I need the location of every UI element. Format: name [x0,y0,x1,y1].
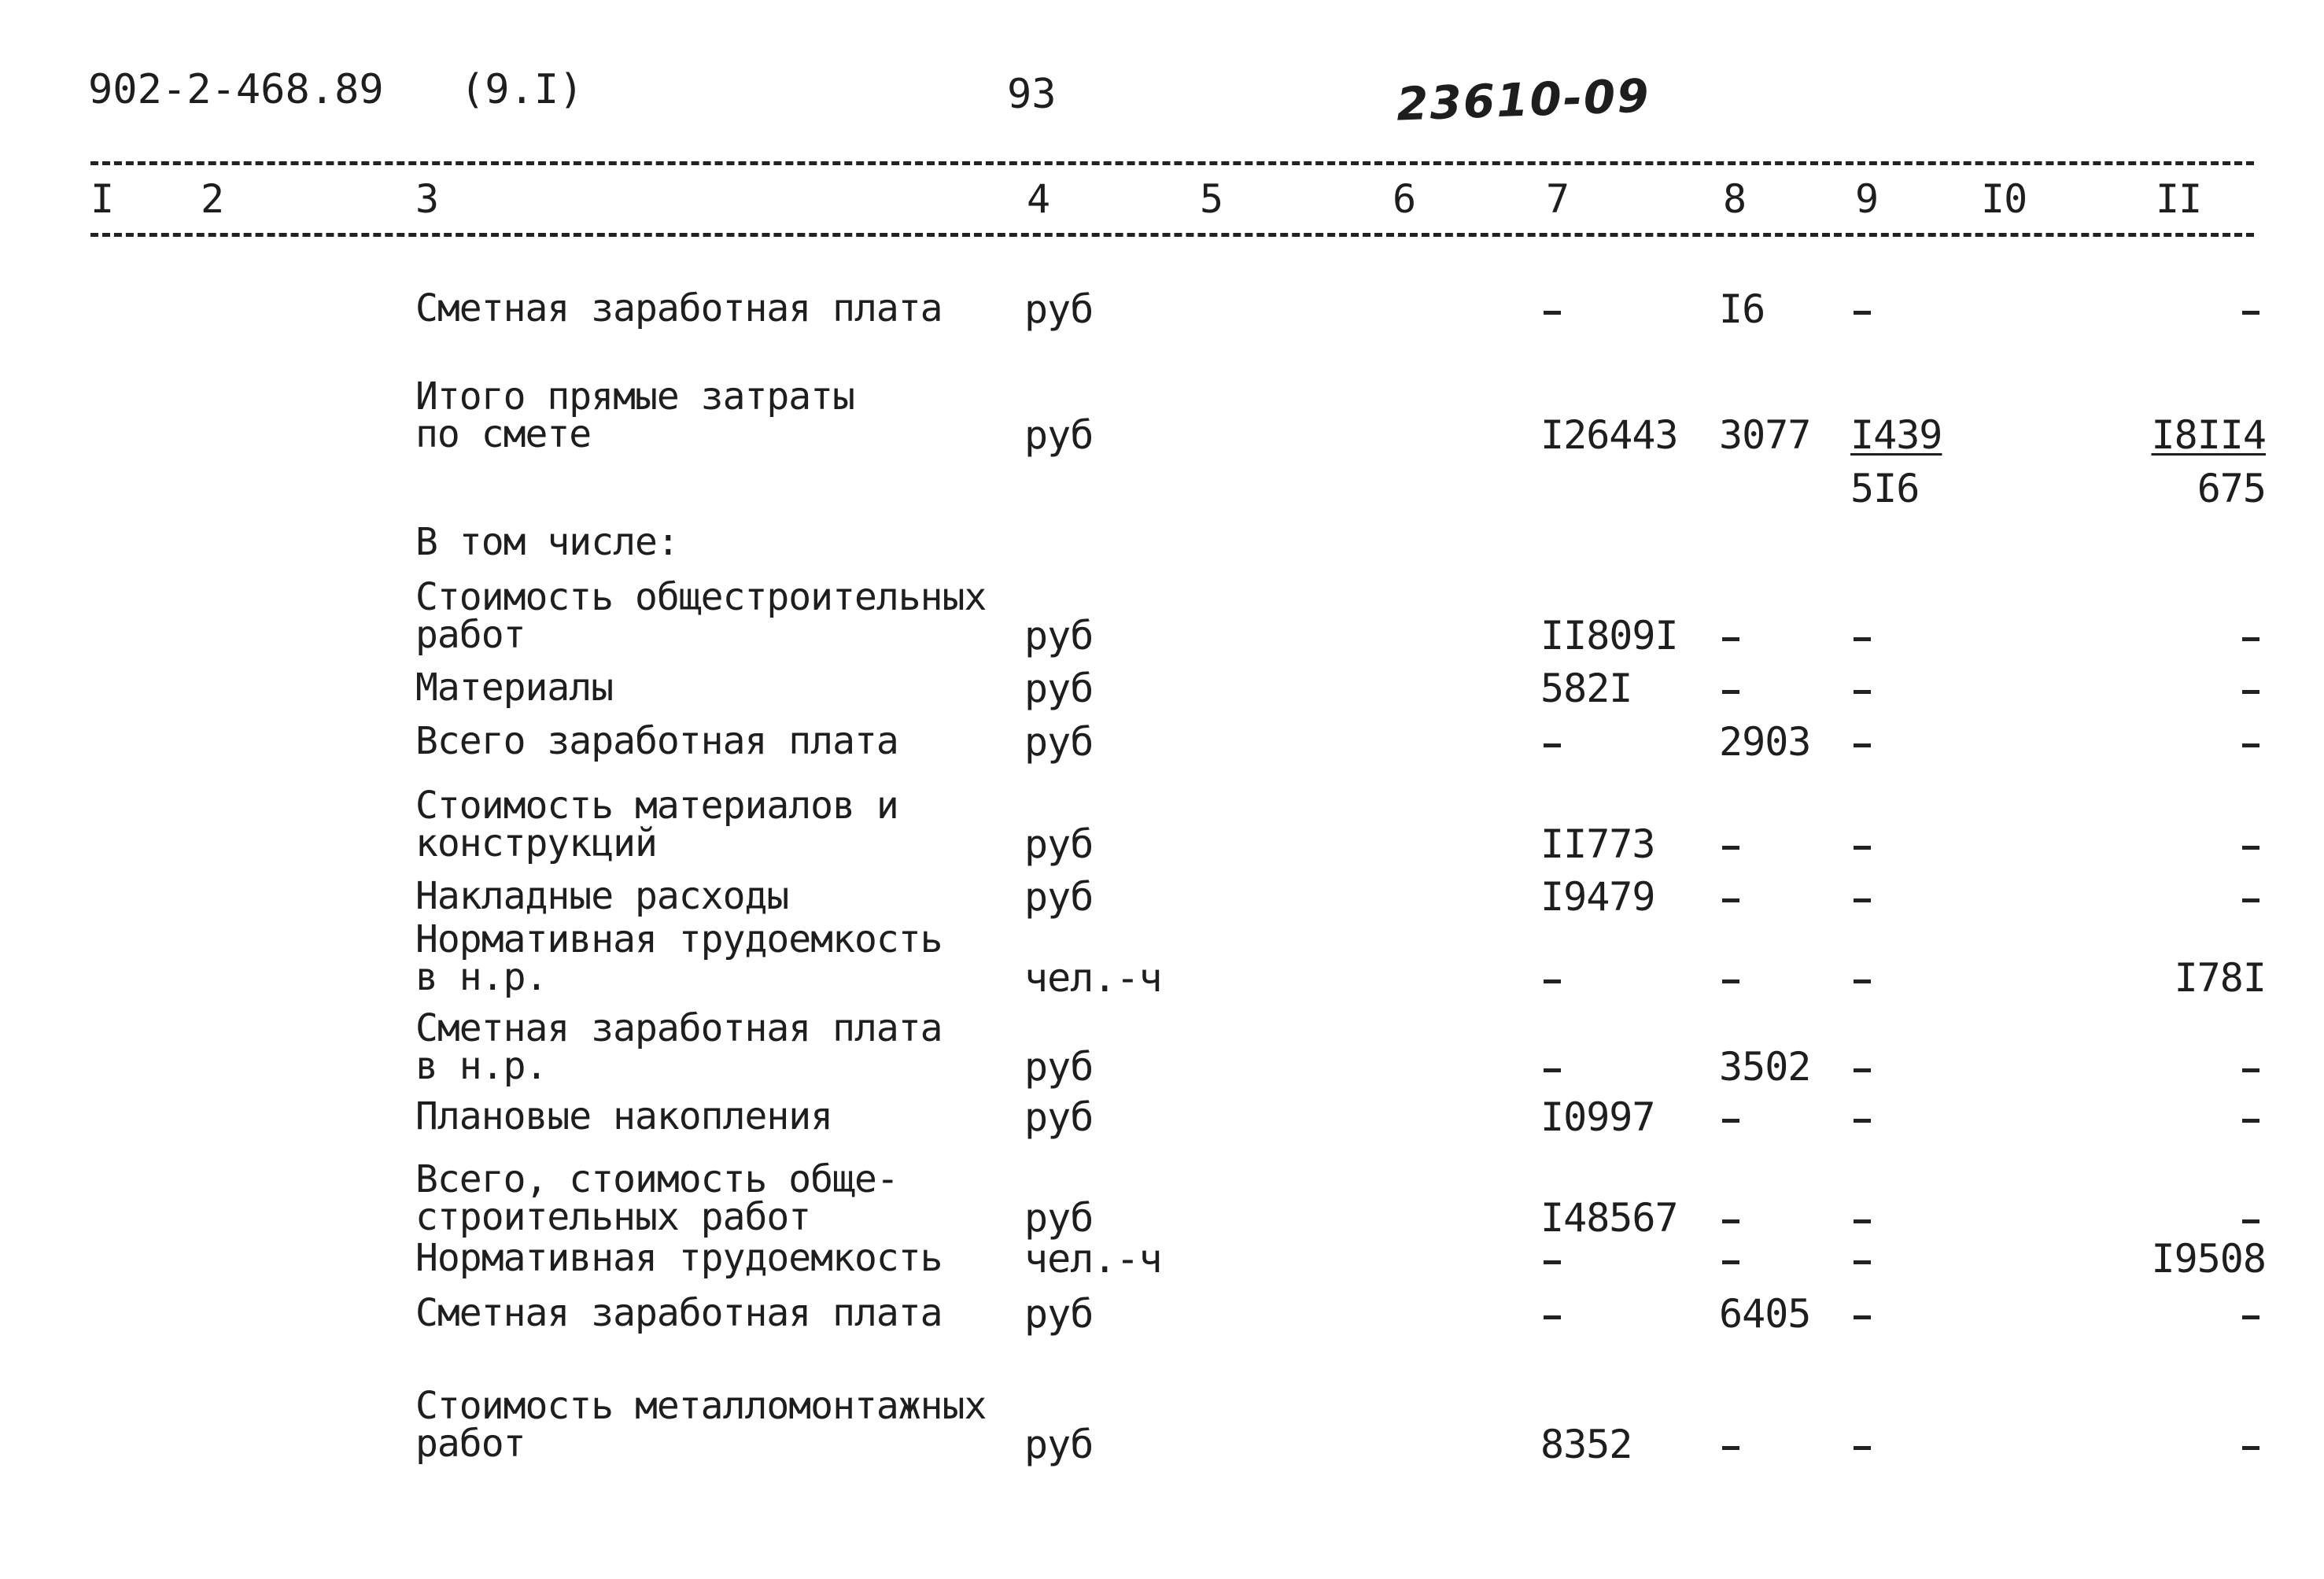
row-label-line: Всего заработная плата [415,719,898,763]
row-col7-value: I9479 [1540,874,1655,920]
column-header-8: 8 [1723,176,1747,222]
row-label-line: в н.р. [415,955,548,999]
row-col8-value: 3077 [1719,412,1811,458]
row-col9-value-dash [1854,1315,1871,1319]
row-col8-value-dash [1722,1119,1739,1123]
row-col11-value-dash [2242,637,2259,641]
row-label-line: Нормативная трудоемкость [415,917,943,961]
row-label-line: Сметная заработная плата [415,1291,943,1335]
row-col8-value: I6 [1719,286,1765,332]
row-col9-value-dash [1854,1446,1871,1450]
row-label-line: в н.р. [415,1044,548,1088]
row-col8-value-dash [1722,979,1739,983]
row-col11-value-dash [2242,311,2259,315]
row-unit: руб [1024,666,1094,711]
row-col7-value: I26443 [1540,412,1678,458]
row-col9-subvalue: 5I6 [1850,466,1920,511]
section-number: (9.I) [460,66,584,113]
row-col8-value: 3502 [1719,1044,1811,1090]
row-col11-value: I78I [2174,955,2266,1001]
column-header-5: 5 [1200,176,1223,222]
row-col11-value-dash [2242,690,2259,694]
row-col8-value-dash [1722,690,1739,694]
column-header-11: II [2156,176,2202,222]
row-col9-value-dash [1854,743,1871,747]
row-col9-value-dash [1854,846,1871,850]
row-label-line: по смете [415,412,592,456]
row-col8-value: 2903 [1719,719,1811,765]
registration-stamp: 23610-09 [1395,68,1651,131]
row-col7-value-dash [1544,1068,1561,1072]
row-col7-value: I0997 [1540,1094,1655,1140]
row-label-line: Сметная заработная плата [415,1006,943,1050]
row-col9-value-dash [1854,1068,1871,1072]
row-col11-value-dash [2242,1119,2259,1123]
row-col8-value-dash [1722,637,1739,641]
row-unit: чел.-ч [1024,1236,1162,1282]
row-col11-value: I8II4 [2151,412,2266,458]
row-col11-value-dash [2242,743,2259,747]
row-unit: руб [1024,1044,1094,1090]
row-col11-value-dash [2242,1315,2259,1319]
row-col9-value-dash [1854,898,1871,902]
row-label-line: конструкций [415,821,657,865]
row-col7-value: 8352 [1540,1422,1632,1467]
row-col9-value-dash [1854,690,1871,694]
row-label-line: строительных работ [415,1195,811,1239]
row-unit: руб [1024,613,1094,659]
row-unit: руб [1024,286,1094,332]
row-unit: руб [1024,719,1094,765]
row-col8-value-dash [1722,1260,1739,1264]
row-unit: руб [1024,1094,1094,1140]
page-number: 93 [1007,71,1057,118]
row-unit: руб [1024,1291,1094,1337]
row-col7-value-dash [1544,1260,1561,1264]
row-col7-value: I48567 [1540,1195,1678,1241]
row-col9-value-dash [1854,1119,1871,1123]
row-label-line: Стоимость материалов и [415,784,898,828]
row-col9-value-dash [1854,311,1871,315]
row-unit: руб [1024,412,1094,458]
row-label-line: Плановые накопления [415,1094,833,1138]
column-header-10: I0 [1981,176,2027,222]
row-col7-value-dash [1544,979,1561,983]
row-label-line: Сметная заработная плата [415,286,943,330]
row-col7-value-dash [1544,743,1561,747]
column-header-bottom-rule [90,233,2254,237]
row-col11-value-dash [2242,1219,2259,1223]
row-col7-value-dash [1544,1315,1561,1319]
column-header-9: 9 [1855,176,1879,222]
column-header-4: 4 [1027,176,1050,222]
row-col11-value: I9508 [2151,1236,2266,1282]
row-col7-value: II809I [1540,613,1678,659]
row-col11-value-dash [2242,898,2259,902]
row-col8-value-dash [1722,898,1739,902]
row-col7-value-dash [1544,311,1561,315]
row-label-line: работ [415,1422,526,1466]
column-header-2: 2 [201,176,224,222]
row-unit: руб [1024,874,1094,920]
row-label-line: Нормативная трудоемкость [415,1236,943,1280]
row-col8-value-dash [1722,846,1739,850]
row-col8-value-dash [1722,1219,1739,1223]
row-unit: руб [1024,1195,1094,1241]
row-col7-value: 582I [1540,666,1632,711]
column-header-3: 3 [415,176,439,222]
column-header-top-rule [90,161,2254,165]
row-col8-value-dash [1722,1446,1739,1450]
column-header-6: 6 [1393,176,1416,222]
row-col8-value: 6405 [1719,1291,1811,1337]
document-code: 902-2-468.89 [88,66,384,113]
row-col9-value-dash [1854,637,1871,641]
row-unit: руб [1024,1422,1094,1467]
row-col9-value-dash [1854,1260,1871,1264]
row-label-line: Всего, стоимость обще- [415,1157,898,1201]
row-label-line: Материалы [415,666,614,710]
row-col11-value-dash [2242,1068,2259,1072]
row-col9-value: I439 [1850,412,1942,458]
column-header-7: 7 [1546,176,1570,222]
row-unit: чел.-ч [1024,955,1162,1001]
row-label-line: Итого прямые затраты [415,374,854,419]
row-unit: руб [1024,821,1094,867]
row-col11-value-dash [2242,846,2259,850]
row-label-line: Стоимость общестроительных [415,575,987,619]
column-header-1: I [90,176,114,222]
row-col11-value-dash [2242,1446,2259,1450]
row-label-line: Накладные расходы [415,874,789,918]
row-col9-value-dash [1854,1219,1871,1223]
row-col11-subvalue: 675 [2197,466,2266,511]
row-col7-value: II773 [1540,821,1655,867]
row-label-line: В том числе: [415,520,679,564]
row-label-line: работ [415,613,526,657]
row-col9-value-dash [1854,979,1871,983]
row-label-line: Стоимость металломонтажных [415,1384,987,1428]
